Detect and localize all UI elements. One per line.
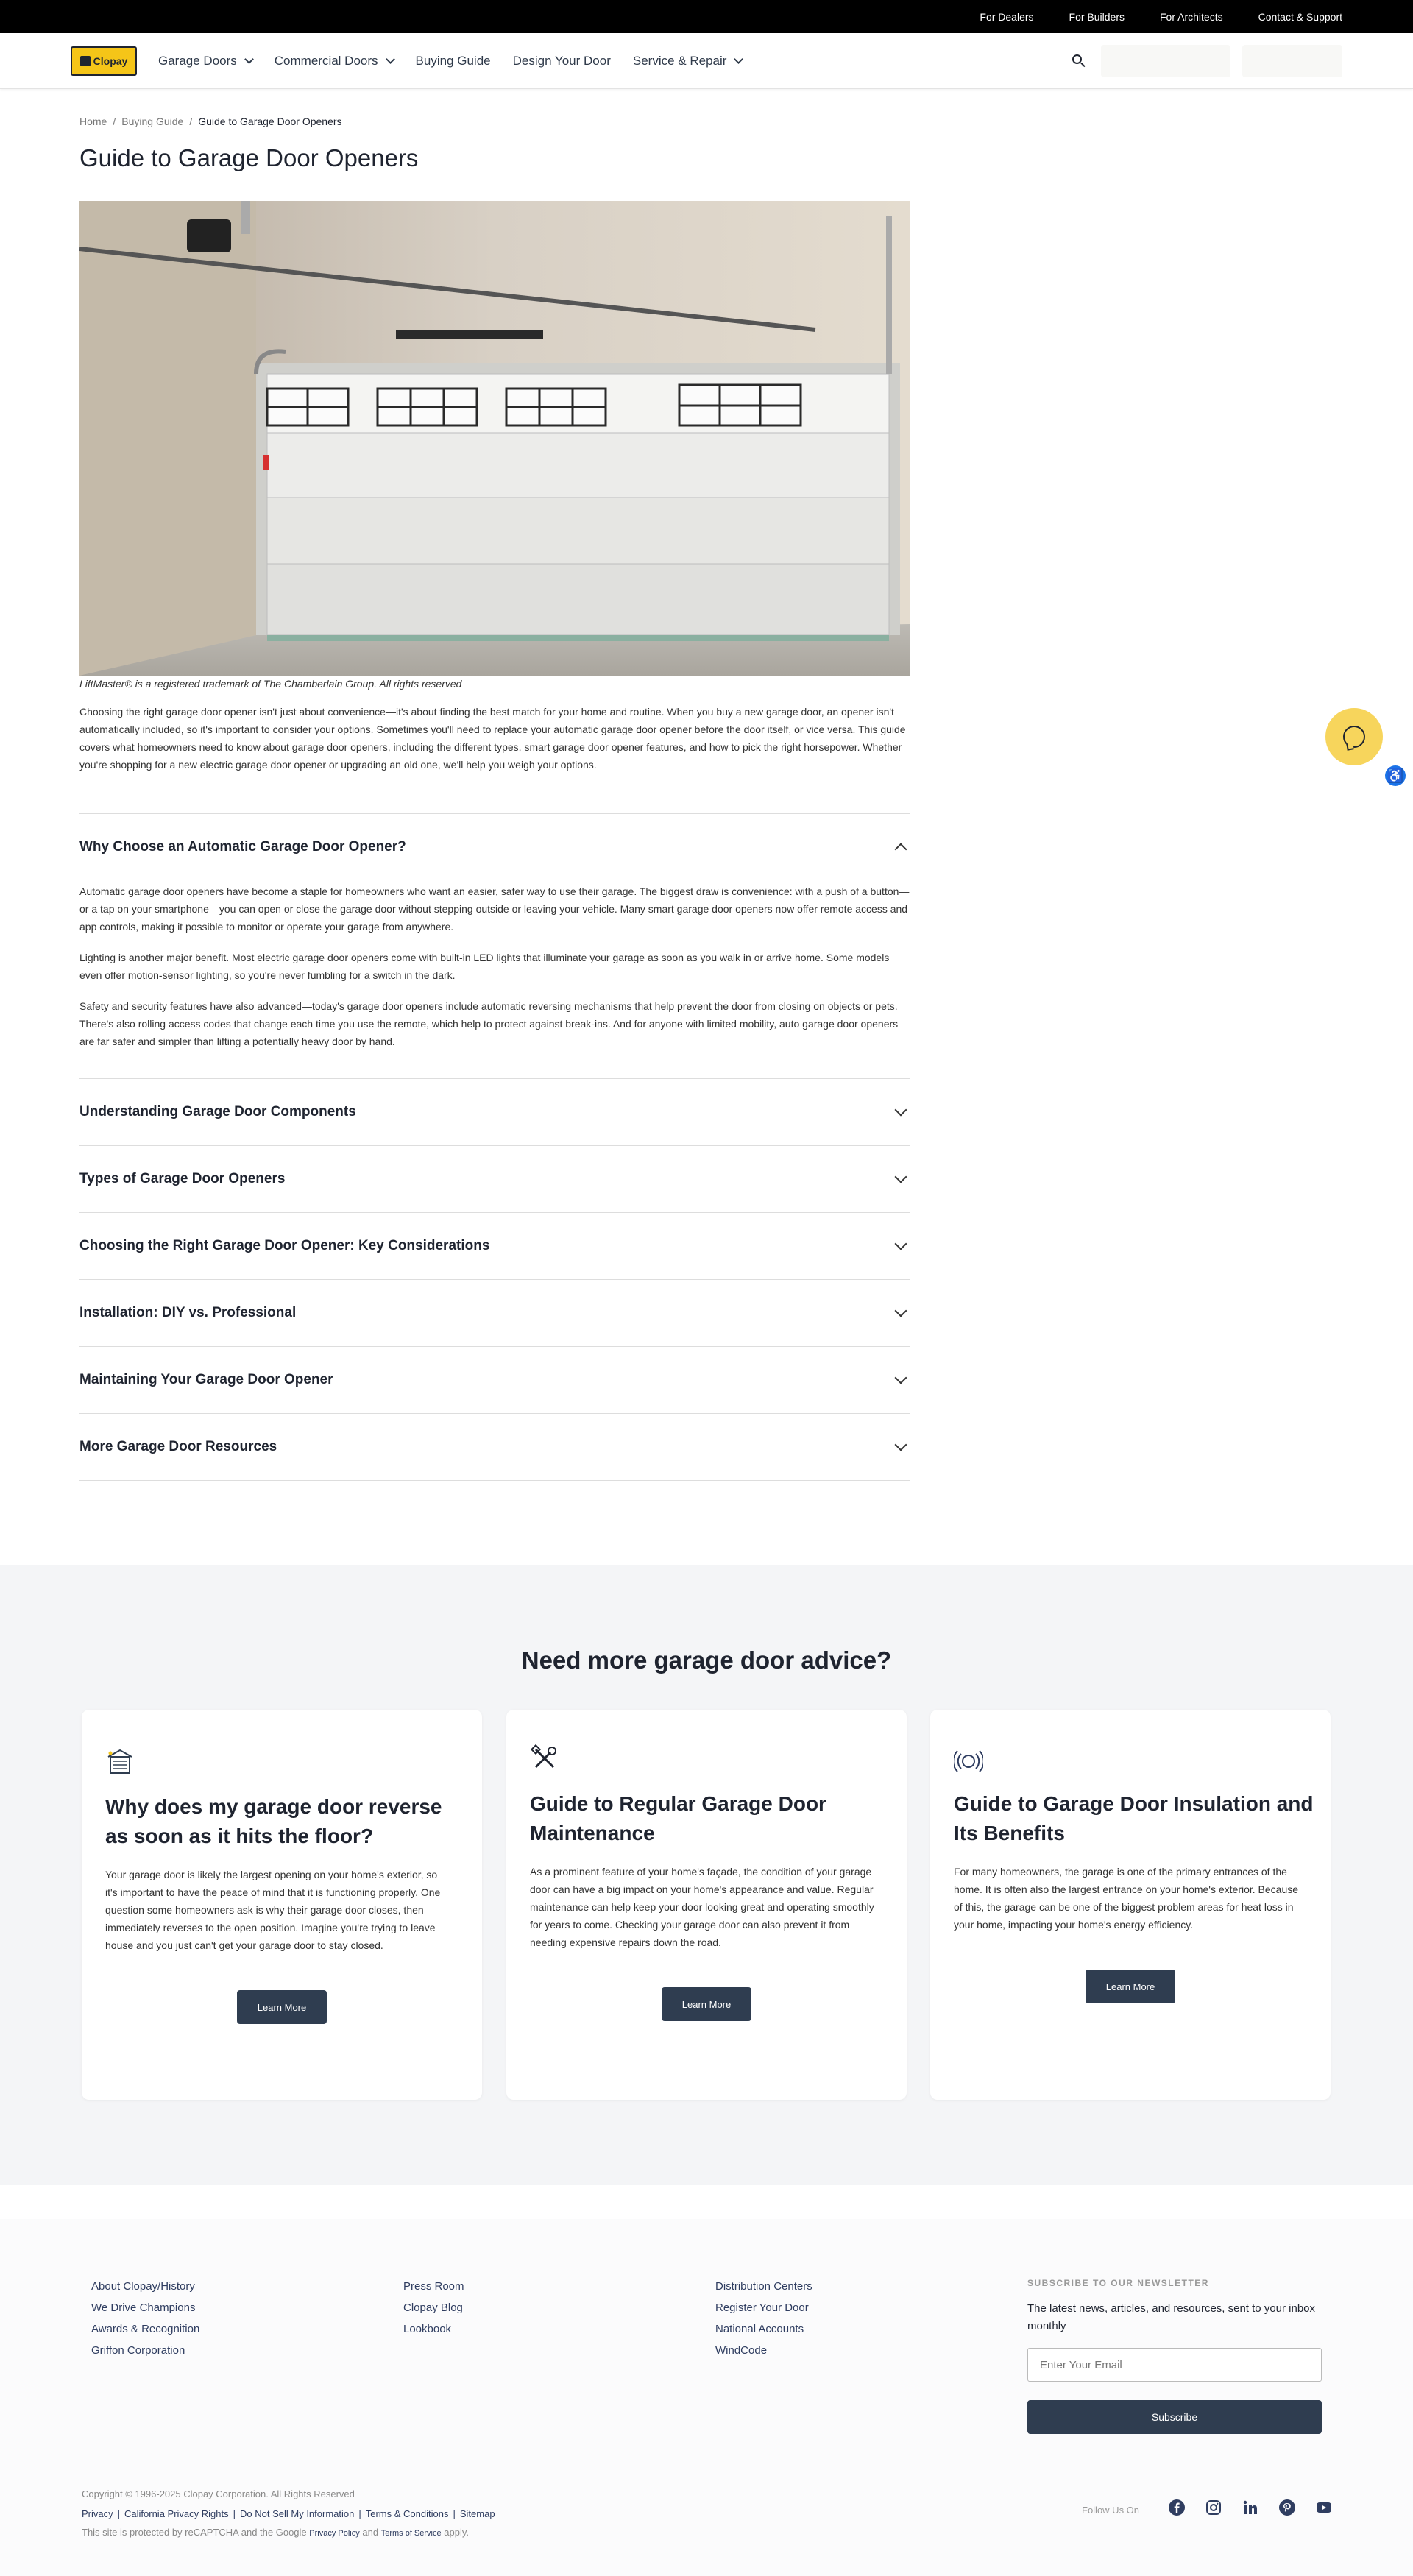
card-title: Guide to Garage Door Insulation and Its Benefits [954, 1792, 1314, 1844]
footer-link[interactable]: We Drive Champions [91, 2301, 196, 2314]
accordion-title: Choosing the Right Garage Door Opener: Key Considerations [79, 1238, 490, 1253]
recaptcha-apply: apply. [444, 2527, 469, 2538]
footer-column-company [91, 2279, 199, 2357]
nav-commercial-doors-label: Commercial Doors [274, 54, 378, 68]
accordion-title: Installation: DIY vs. Professional [79, 1305, 297, 1320]
chat-bubble-icon [1343, 726, 1365, 748]
accordion-title: Maintaining Your Garage Door Opener [79, 1372, 333, 1387]
subscribe-button[interactable]: Subscribe [1027, 2400, 1322, 2434]
breadcrumb [79, 116, 342, 127]
newsletter-text: The latest news, articles, and resources, sent to your inbox monthly [1027, 2302, 1316, 2332]
footer-link[interactable]: Griffon Corporation [91, 2344, 185, 2357]
accordion-header[interactable] [79, 1146, 910, 1212]
header-action-button-1[interactable] [1101, 45, 1230, 77]
nav-commercial-doors[interactable] [275, 54, 394, 68]
chevron-down-icon [895, 1238, 907, 1250]
page-title: Guide to Garage Door Openers [79, 144, 419, 171]
accordion-header[interactable] [79, 814, 910, 880]
garage-illustration [79, 201, 910, 676]
accordion-title: Why Choose an Automatic Garage Door Opener? [79, 839, 406, 854]
nav-design-your-door[interactable] [513, 54, 611, 68]
for-builders-link[interactable]: For Builders [1069, 10, 1125, 23]
accordion-paragraph: Lighting is another major benefit. Most electric garage door openers come with built-in LED lights that illuminate your garage as soon as you walk in or arrive home. Some models even offer motion-sensor lighting, so you're never fumbling for a switch in the dark. [79, 952, 890, 981]
social-links [1168, 2499, 1333, 2516]
footer-link[interactable]: WindCode [715, 2344, 768, 2357]
breadcrumb-separator: / [189, 116, 193, 127]
hero-caption: LiftMaster® is a registered trademark of The Chamberlain Group. All rights reserved [79, 678, 462, 690]
for-architects-link[interactable]: For Architects [1160, 10, 1223, 23]
copyright: Copyright © 1996-2025 Clopay Corporation. All Rights Reserved [82, 2488, 355, 2499]
clopay-logo[interactable] [71, 46, 137, 76]
accordion-header[interactable] [79, 1347, 910, 1413]
breadcrumb-home[interactable]: Home [79, 116, 107, 127]
chevron-down-icon [895, 1305, 907, 1317]
recaptcha-notice [82, 2527, 469, 2538]
do-not-sell-link[interactable]: Do Not Sell My Information [240, 2508, 355, 2519]
chevron-down-icon [244, 54, 254, 64]
advice-title: Need more garage door advice? [521, 1646, 892, 1674]
learn-more-button[interactable]: Learn More [237, 1990, 327, 2024]
card-text: For many homeowners, the garage is one of the primary entrances of the home. It is often also the largest entrance on your home's exterior. Because of this, the garage can be one of the biggest problem areas for heat loss in your home, impacting your home's energy efficiency. [954, 1866, 1299, 1931]
footer-link[interactable]: Register Your Door [715, 2301, 809, 2314]
footer-column-media [403, 2279, 464, 2336]
chevron-up-icon [895, 843, 907, 856]
chevron-down-icon [386, 54, 395, 64]
nav-service-repair-label: Service & Repair [632, 54, 727, 68]
advice-section [0, 1565, 1413, 2185]
accordion-item [79, 1212, 910, 1279]
nav-buying-guide[interactable] [416, 54, 491, 68]
footer-link[interactable]: Clopay Blog [403, 2301, 463, 2314]
email-field[interactable] [1027, 2348, 1322, 2382]
advice-card [930, 1710, 1331, 2100]
privacy-link[interactable]: Privacy [82, 2508, 113, 2519]
chevron-down-icon [895, 1104, 907, 1117]
tools-icon [530, 1744, 559, 1773]
breadcrumb-current: Guide to Garage Door Openers [198, 116, 342, 127]
accordion-body [79, 880, 910, 1078]
accordion-title: More Garage Door Resources [79, 1439, 277, 1454]
footer-link[interactable]: National Accounts [715, 2323, 804, 2335]
main-nav [0, 33, 1413, 89]
for-dealers-link[interactable]: For Dealers [980, 10, 1034, 23]
accordion-header[interactable] [79, 1079, 910, 1145]
accordion-title: Types of Garage Door Openers [79, 1171, 286, 1186]
accordion-header[interactable] [79, 1280, 910, 1346]
accordion-paragraph: Automatic garage door openers have become a staple for homeowners who want an easier, safer way to use their garage. The biggest draw is convenience: with a push of a button—or a tap on your smartphone—you can open or close the garage door without stepping outside or leaving your vehicle. Many smart garage door openers now offer remote access and app controls, making it possible to monitor or operate your garage from anywhere. [79, 885, 910, 933]
insulation-icon [954, 1747, 983, 1776]
california-privacy-link[interactable]: California Privacy Rights [124, 2508, 229, 2519]
nav-buying-guide-label: Buying Guide [415, 54, 491, 68]
card-text: As a prominent feature of your home's façade, the condition of your garage door can have a big impact on your home's appearance and value. Regular maintenance can help keep your door looking great and operating smoothly for years to come. Checking your garage door can also prevent it from needing expensive repairs down the road. [530, 1866, 874, 1948]
privacy-policy-link[interactable]: Privacy Policy [309, 2529, 360, 2538]
legal-links: Privacy | California Privacy Rights | Do Not Sell My Information | Terms & Conditions | Sitemap [82, 2508, 495, 2519]
chevron-down-icon [734, 54, 744, 64]
recaptcha-text: This site is protected by reCAPTCHA and the Google [82, 2527, 307, 2538]
header-action-button-2[interactable] [1242, 45, 1342, 77]
accordion-item [79, 1078, 910, 1145]
card-text: Your garage door is likely the largest opening on your home's exterior, so it's important to have the peace of mind that it is functioning properly. One question some homeowners ask is why their garage door closes, then immediately reverses to the open position. Imagine you're trying to leave house and you just can't get your garage door to stay closed. [105, 1869, 441, 1951]
utility-bar [0, 0, 1413, 33]
card-title: Why does my garage door reverse as soon as it hits the floor? [105, 1795, 442, 1847]
follow-us-label: Follow Us On [1082, 2505, 1140, 2516]
nav-service-repair[interactable] [633, 54, 743, 68]
accordion-item [79, 1279, 910, 1346]
sitemap-link[interactable]: Sitemap [459, 2508, 495, 2519]
youtube-icon[interactable] [1315, 2499, 1333, 2516]
accordion-header[interactable] [79, 1213, 910, 1279]
chat-button[interactable] [1325, 708, 1383, 765]
garage-icon [105, 1747, 135, 1776]
chevron-down-icon [895, 1372, 907, 1384]
accordion-item [79, 1346, 910, 1413]
nav-garage-doors-label: Garage Doors [158, 54, 237, 68]
accordion-item-open [79, 813, 910, 1078]
terms-of-service-link[interactable]: Terms of Service [380, 2529, 442, 2538]
learn-more-button[interactable]: Learn More [662, 1987, 751, 2021]
logo-mark-icon [80, 56, 91, 66]
accordion-title: Understanding Garage Door Components [79, 1104, 356, 1119]
chevron-down-icon [895, 1171, 907, 1183]
faq-accordion [79, 813, 910, 1481]
breadcrumb-separator: / [113, 116, 116, 127]
advice-card [82, 1710, 482, 2100]
accordion-item [79, 1413, 910, 1481]
learn-more-button[interactable]: Learn More [1086, 1970, 1175, 2003]
linkedin-icon[interactable] [1242, 2499, 1259, 2516]
pinterest-icon[interactable] [1278, 2499, 1296, 2516]
contact-support-link[interactable]: Contact & Support [1258, 10, 1342, 23]
logo-text: Clopay [93, 55, 128, 67]
footer-link[interactable]: Press Room [403, 2280, 464, 2293]
accordion-item [79, 1145, 910, 1212]
nav-garage-doors[interactable] [158, 54, 252, 68]
breadcrumb-buying-guide[interactable]: Buying Guide [121, 116, 184, 127]
facebook-icon[interactable] [1168, 2499, 1186, 2516]
nav-design-your-door-label: Design Your Door [512, 54, 611, 68]
accordion-header[interactable] [79, 1414, 910, 1480]
recaptcha-and: and [362, 2527, 379, 2538]
intro-text: Choosing the right garage door opener isn't just about convenience—it's about finding the best match for your home and routine. When you buy a new garage door, an opener isn't automatically included, so it's important to consider your options. Sometimes you'll need to replace your automatic garage door opener before the door itself, or vice versa. This guide covers what homeowners need to know about garage door openers, including the different types, smart garage door opener features, and how to pick the right horsepower. Whether you're shopping for a new electric garage door opener or upgrading an old one, we'll help you weigh your options. [79, 706, 906, 771]
accordion-paragraph: Safety and security features have also advanced—today's garage door openers include automatic reversing mechanisms that help prevent the door from closing on objects or pets. There's also rolling access codes that change each time you use the remote, which help to protect against break-ins. And for anyone with limited mobility, auto garage door openers are far safer and simpler than lifting a potentially heavy door by hand. [79, 1000, 899, 1047]
chevron-down-icon [895, 1439, 907, 1451]
advice-card [506, 1710, 907, 2100]
newsletter-title: SUBSCRIBE TO OUR NEWSLETTER [1027, 2278, 1209, 2288]
terms-link[interactable]: Terms & Conditions [365, 2508, 449, 2519]
accessibility-icon[interactable]: ♿ [1385, 765, 1406, 786]
search-icon[interactable] [1071, 53, 1087, 69]
footer-link[interactable]: About Clopay/History [91, 2280, 195, 2293]
footer-link[interactable]: Lookbook [403, 2323, 452, 2335]
instagram-icon[interactable] [1205, 2499, 1222, 2516]
hero-image [79, 201, 910, 676]
footer-column-resources [715, 2279, 812, 2357]
footer [0, 2219, 1413, 2576]
footer-link[interactable]: Awards & Recognition [91, 2323, 200, 2335]
card-title: Guide to Regular Garage Door Maintenance [530, 1792, 826, 1844]
footer-link[interactable]: Distribution Centers [715, 2280, 812, 2293]
